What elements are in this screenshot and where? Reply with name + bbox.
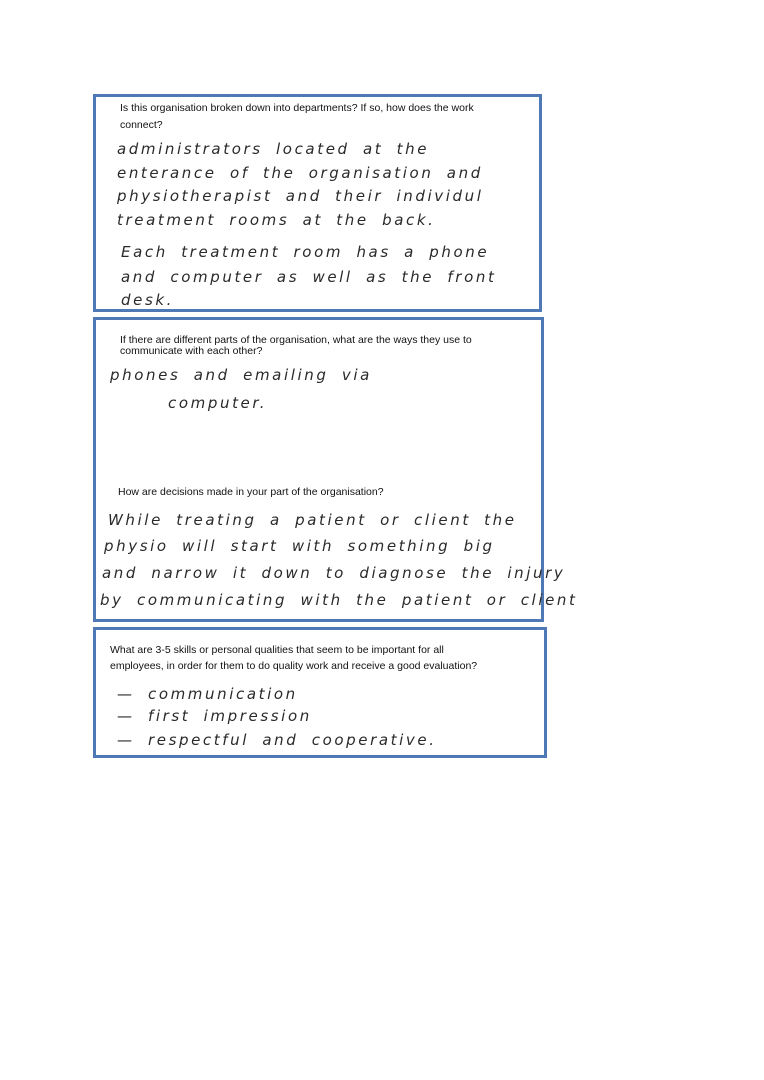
handwritten-answer-line: enterance of the organisation and <box>117 164 483 182</box>
handwritten-answer-line: treatment rooms at the back. <box>117 211 436 229</box>
handwritten-answer-line: administrators located at the <box>117 140 430 158</box>
handwritten-answer-line: by communicating with the patient or client <box>100 591 578 609</box>
handwritten-answer-line: — first impression <box>117 707 312 725</box>
question-communication-line2: communicate with each other? <box>120 345 263 357</box>
handwritten-answer-line: computer. <box>168 394 268 412</box>
handwritten-answer-line: While treating a patient or client the <box>108 511 517 529</box>
question-communication-line1: If there are different parts of the organisation, what are the ways they use to <box>120 334 472 346</box>
handwritten-answer-line: — respectful and cooperative. <box>117 731 437 749</box>
handwritten-answer-line: desk. <box>121 291 175 309</box>
handwritten-answer-line: and computer as well as the front <box>121 268 497 286</box>
question-departments-line1: Is this organisation broken down into departments? If so, how does the work <box>120 102 474 114</box>
question-skills-line1: What are 3-5 skills or personal qualities that seem to be important for all <box>110 644 444 656</box>
handwritten-answer-line: physiotherapist and their individul <box>117 187 484 205</box>
handwritten-answer-line: — communication <box>117 685 298 703</box>
question-skills-line2: employees, in order for them to do quality work and receive a good evaluation? <box>110 660 478 672</box>
handwritten-answer-line: phones and emailing via <box>110 366 372 384</box>
handwritten-answer-line: Each treatment room has a phone <box>121 243 490 261</box>
question-decisions: How are decisions made in your part of the organisation? <box>118 486 384 498</box>
handwritten-answer-line: and narrow it down to diagnose the injury <box>102 564 566 582</box>
handwritten-answer-line: physio will start with something big <box>104 537 495 555</box>
question-departments-line2: connect? <box>120 119 163 131</box>
